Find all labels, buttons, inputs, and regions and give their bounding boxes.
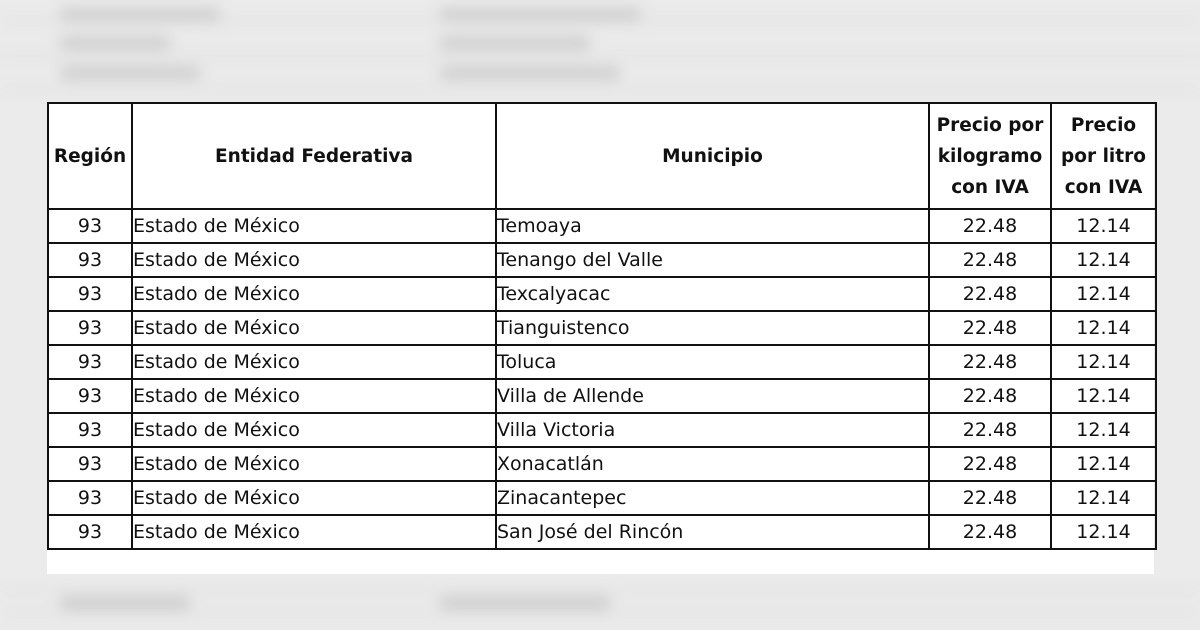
header-municipio: Municipio: [496, 103, 929, 209]
cell-precio-litro: 12.14: [1051, 311, 1156, 345]
cell-precio-kg: 22.48: [929, 209, 1051, 243]
cell-precio-kg: 22.48: [929, 277, 1051, 311]
cell-region: 93: [48, 311, 132, 345]
cell-entidad: Estado de México: [132, 515, 496, 549]
cell-municipio: Toluca: [496, 345, 929, 379]
cell-region: 93: [48, 345, 132, 379]
table-row: [48, 515, 1156, 549]
cell-precio-kg: 22.48: [929, 515, 1051, 549]
cell-municipio: Tenango del Valle: [496, 243, 929, 277]
table-row: [48, 277, 1156, 311]
cell-entidad: Estado de México: [132, 311, 496, 345]
cell-precio-litro: 12.14: [1051, 209, 1156, 243]
cell-precio-litro: 12.14: [1051, 447, 1156, 481]
cell-precio-litro: 12.14: [1051, 515, 1156, 549]
cell-region: 93: [48, 413, 132, 447]
header-precio-kg: Precio por kilogramo con IVA: [929, 103, 1051, 209]
cell-precio-litro: 12.14: [1051, 277, 1156, 311]
cell-entidad: Estado de México: [132, 345, 496, 379]
cell-entidad: Estado de México: [132, 481, 496, 515]
cell-precio-kg: 22.48: [929, 413, 1051, 447]
cell-municipio: Villa de Allende: [496, 379, 929, 413]
cell-region: 93: [48, 243, 132, 277]
header-precio-litro: Precio por litro con IVA: [1051, 103, 1156, 209]
cell-precio-litro: 12.14: [1051, 413, 1156, 447]
cell-precio-litro: 12.14: [1051, 243, 1156, 277]
table-row: [48, 379, 1156, 413]
table-row: [48, 413, 1156, 447]
table-row: [48, 209, 1156, 243]
table-row: [48, 447, 1156, 481]
cell-municipio: Zinacantepec: [496, 481, 929, 515]
cell-region: 93: [48, 379, 132, 413]
cell-region: 93: [48, 209, 132, 243]
cell-precio-litro: 12.14: [1051, 345, 1156, 379]
table-row: [48, 481, 1156, 515]
table-header-row: [48, 103, 1156, 209]
cell-entidad: Estado de México: [132, 243, 496, 277]
cell-precio-kg: 22.48: [929, 345, 1051, 379]
cell-entidad: Estado de México: [132, 447, 496, 481]
table-row: [48, 243, 1156, 277]
header-entidad: Entidad Federativa: [132, 103, 496, 209]
cell-municipio: San José del Rincón: [496, 515, 929, 549]
cell-precio-kg: 22.48: [929, 379, 1051, 413]
cell-precio-kg: 22.48: [929, 481, 1051, 515]
cell-region: 93: [48, 277, 132, 311]
cell-municipio: Texcalyacac: [496, 277, 929, 311]
cell-region: 93: [48, 481, 132, 515]
cell-entidad: Estado de México: [132, 413, 496, 447]
cell-entidad: Estado de México: [132, 277, 496, 311]
cell-precio-litro: 12.14: [1051, 481, 1156, 515]
cell-municipio: Tianguistenco: [496, 311, 929, 345]
cell-entidad: Estado de México: [132, 379, 496, 413]
cell-municipio: Xonacatlán: [496, 447, 929, 481]
cell-precio-kg: 22.48: [929, 447, 1051, 481]
table-row: [48, 345, 1156, 379]
table-row: [48, 311, 1156, 345]
cell-region: 93: [48, 515, 132, 549]
price-table: [47, 102, 1157, 550]
cell-precio-kg: 22.48: [929, 243, 1051, 277]
cell-municipio: Villa Victoria: [496, 413, 929, 447]
cell-precio-litro: 12.14: [1051, 379, 1156, 413]
cell-entidad: Estado de México: [132, 209, 496, 243]
cell-precio-kg: 22.48: [929, 311, 1051, 345]
cell-municipio: Temoaya: [496, 209, 929, 243]
cell-region: 93: [48, 447, 132, 481]
header-region: Región: [48, 103, 132, 209]
